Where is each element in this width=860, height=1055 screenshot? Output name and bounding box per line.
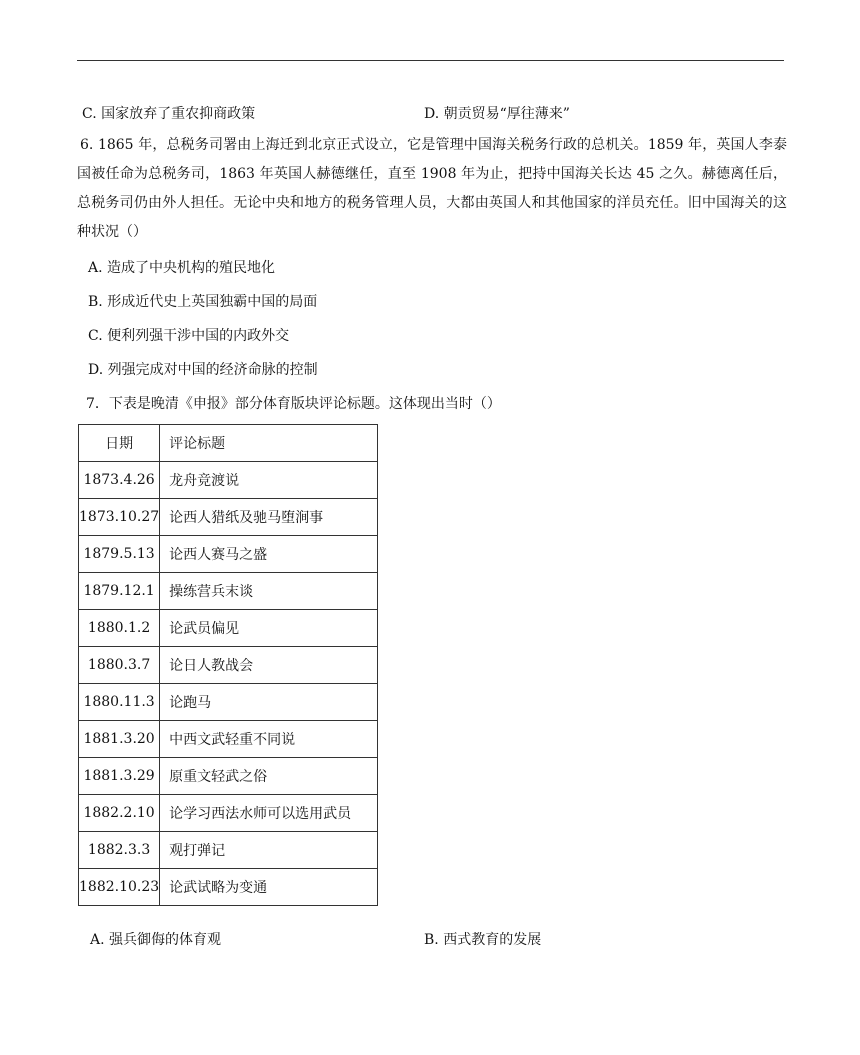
date-cell: 1873.10.27 <box>79 499 160 536</box>
table-header-row <box>79 425 378 462</box>
table-row <box>79 536 378 573</box>
title-cell: 论西人猎纸及驰马堕涧事 <box>160 499 378 536</box>
date-cell: 1880.1.2 <box>79 610 160 647</box>
date-cell: 1881.3.20 <box>79 721 160 758</box>
table-row <box>79 573 378 610</box>
title-cell: 原重文轻武之俗 <box>160 758 378 795</box>
date-cell: 1873.4.26 <box>79 462 160 499</box>
header-date: 日期 <box>79 425 160 462</box>
date-cell: 1879.12.1 <box>79 573 160 610</box>
date-cell: 1880.3.7 <box>79 647 160 684</box>
q5-option-c: C. 国家放弃了重农抑商政策 <box>82 106 256 122</box>
title-cell: 论日人教战会 <box>160 647 378 684</box>
table-row <box>79 795 378 832</box>
date-cell: 1879.5.13 <box>79 536 160 573</box>
date-cell: 1882.10.23 <box>79 869 160 906</box>
q7-stem: 7．下表是晚清《申报》部分体育版块评论标题。这体现出当时（） <box>86 396 501 412</box>
title-cell: 龙舟竞渡说 <box>160 462 378 499</box>
q6-stem <box>77 131 787 247</box>
date-cell: 1882.2.10 <box>79 795 160 832</box>
header-title: 评论标题 <box>160 425 378 462</box>
table-row <box>79 499 378 536</box>
table-row <box>79 721 378 758</box>
table-row <box>79 832 378 869</box>
q6-stem-text: 6. 1865 年，总税务司署由上海迁到北京正式设立，它是管理中国海关税务行政的总机关。1859 年，英国人李泰国被任命为总税务司，1863 年英国人赫德继任，直至 1908 年为止，把持中国海关长达 45 之久。赫德离任后，总税务司仍由外人担任。无论中央和地方的税务管理人员，大都由英国人和其他国家的洋员充任。旧中国海关的这种状况（） <box>77 137 787 240</box>
table-row <box>79 647 378 684</box>
table-row <box>79 462 378 499</box>
table-row <box>79 758 378 795</box>
q7-option-b: B. 西式教育的发展 <box>424 932 542 948</box>
title-cell: 中西文武轻重不同说 <box>160 721 378 758</box>
q7-table <box>78 424 378 906</box>
table-row <box>79 869 378 906</box>
title-cell: 论武试略为变通 <box>160 869 378 906</box>
table-row <box>79 610 378 647</box>
q6-option-d: D. 列强完成对中国的经济命脉的控制 <box>88 362 318 378</box>
title-cell: 论跑马 <box>160 684 378 721</box>
title-cell: 观打弹记 <box>160 832 378 869</box>
q5-option-d: D. 朝贡贸易“厚往薄来” <box>424 106 570 122</box>
header-rule <box>77 60 784 61</box>
date-cell: 1880.11.3 <box>79 684 160 721</box>
title-cell: 操练营兵末谈 <box>160 573 378 610</box>
title-cell: 论武员偏见 <box>160 610 378 647</box>
date-cell: 1881.3.29 <box>79 758 160 795</box>
q6-option-b: B. 形成近代史上英国独霸中国的局面 <box>88 294 318 310</box>
title-cell: 论学习西法水师可以选用武员 <box>160 795 378 832</box>
title-cell: 论西人赛马之盛 <box>160 536 378 573</box>
q7-option-a: A. 强兵御侮的体育观 <box>90 932 222 948</box>
q6-option-a: A. 造成了中央机构的殖民地化 <box>88 260 276 276</box>
table-row <box>79 684 378 721</box>
q6-option-c: C. 便利列强干涉中国的内政外交 <box>88 328 290 344</box>
date-cell: 1882.3.3 <box>79 832 160 869</box>
